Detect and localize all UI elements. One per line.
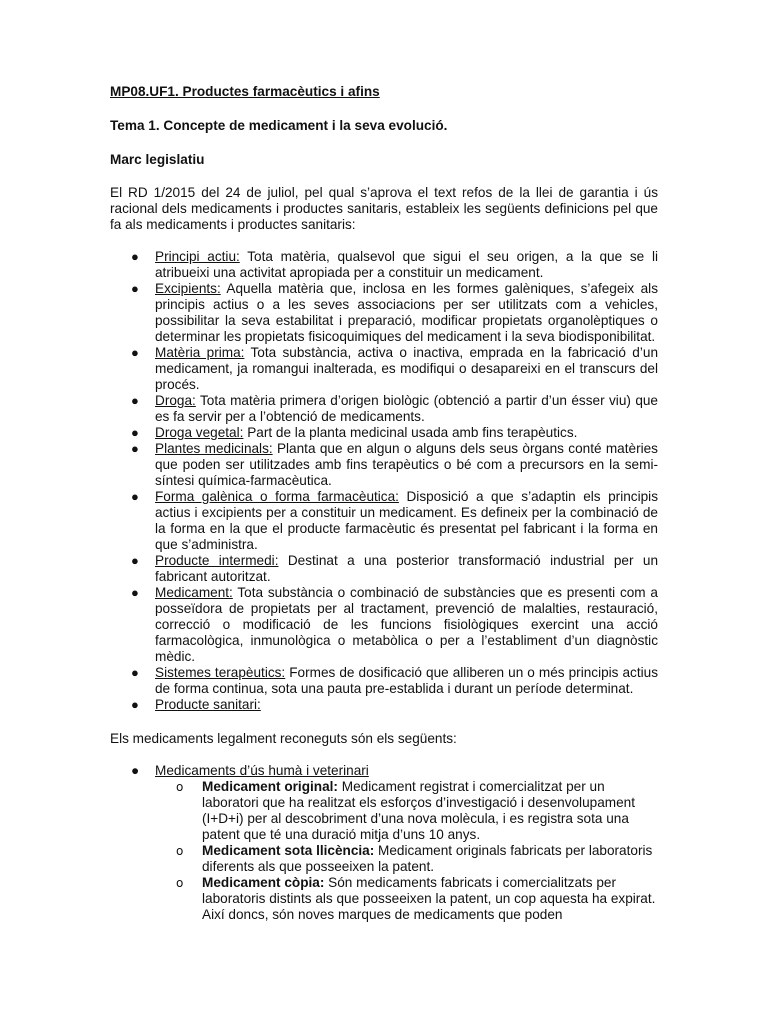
bullet-icon: ●: [131, 665, 139, 680]
bullet-icon: ●: [131, 425, 139, 440]
definition-item: [110, 249, 658, 281]
definition-text: Formes de dosificació que alliberen un o més principis actius de forma continua, sota una pauta pre-establida i durant un període determinat.: [155, 665, 659, 696]
bullet-icon: ●: [131, 345, 139, 360]
medicament-subtype-item: [155, 843, 658, 875]
intro-paragraph: El RD 1/2015 del 24 de juliol, pel qual s’aprova el text refos de la llei de garantia i ús racional dels medicaments i productes sanitaris, estableix les següents definicions pel que fa als medicaments i productes sanitaris:: [110, 185, 658, 232]
document-page: [110, 84, 658, 923]
bullet-icon: ●: [131, 585, 139, 600]
definition-term: Droga:: [155, 393, 196, 408]
definition-text: Part de la planta medicinal usada amb fins terapèutics.: [243, 425, 578, 440]
subtype-text: Medicament registrat i comercialitzat per un laboratori que ha realitzat els esforços d’investigació i desenvolupament (I+D+i) per al descobriment d’una nova molècula, i es registra sota una patent que té una duració mitja d’uns 10 anys.: [202, 779, 635, 842]
definition-item: [110, 553, 658, 585]
circle-bullet-icon: o: [176, 876, 184, 890]
bullet-icon: ●: [131, 249, 139, 264]
section-title: Marc legislatiu: [110, 152, 205, 167]
definition-text: Planta que en algun o alguns dels seus òrgans conté matèries que poden ser utilitzades amb fins terapèutics o bé com a precursors en la semi-síntesi química-farmacèutica.: [155, 441, 658, 488]
medicament-type-item: [110, 763, 658, 779]
bullet-icon: ●: [131, 393, 139, 408]
definition-term: Excipients:: [155, 281, 221, 296]
definition-term: Plantes medicinals:: [155, 441, 273, 456]
circle-bullet-icon: o: [176, 780, 184, 794]
definition-term: Sistemes terapèutics:: [155, 665, 286, 680]
medicament-subtypes-list: [110, 779, 658, 923]
subtype-term: Medicament sota llicència:: [202, 843, 375, 858]
subtype-term: Medicament còpia:: [202, 875, 325, 890]
definition-term: Producte intermedi:: [155, 553, 279, 568]
definition-text: Disposició a que s’adaptin els principis actius i excipients per a constituir un medicament. Es defineix per la combinació de la forma en la que el producte farmacèutic és presentat pel fabricant i la forma en que s’administra.: [155, 489, 658, 552]
bullet-icon: ●: [131, 763, 140, 778]
definition-item: [110, 393, 658, 425]
definition-item: [110, 665, 658, 697]
bullet-icon: ●: [131, 697, 139, 712]
definition-text: Tota matèria, qualsevol que sigui el seu origen, a la que se li atribueixi una activitat apropiada per a constituir un medicament.: [155, 249, 658, 280]
module-title: MP08.UF1. Productes farmacèutics i afins: [110, 84, 380, 99]
definition-term: Producte sanitari:: [155, 697, 261, 712]
definition-text: Aquella matèria que, inclosa en les formes galèniques, s’afegeix als principis actius o a les seves associacions per ser utilitzats com a vehicles, possibilitar la seva estabilitat i preparació, modificar propietats organolèptiques o determinar les propietats fisicoquimiques del medicament i la seva biodisponibilitat.: [155, 281, 658, 344]
bullet-icon: ●: [131, 281, 139, 296]
definition-term: Forma galènica o forma farmacèutica:: [155, 489, 399, 504]
types-intro: Els medicaments legalment reconeguts són els següents:: [110, 731, 457, 746]
medicament-type-label: Medicaments d’ús humà i veterinari: [155, 763, 369, 778]
medicament-subtype-item: [155, 875, 658, 923]
medicament-subtype-item: [155, 779, 658, 843]
bullet-icon: ●: [131, 553, 139, 568]
subtype-term: Medicament original:: [202, 779, 338, 794]
definition-item: [110, 697, 658, 713]
definition-term: Matèria prima:: [155, 345, 245, 360]
definition-term: Medicament:: [155, 585, 233, 600]
definitions-list: [110, 249, 658, 713]
bullet-icon: ●: [131, 489, 139, 504]
bullet-icon: ●: [131, 441, 139, 456]
subtype-text: Medicament originals fabricats per laboratoris diferents als que posseeixen la patent.: [202, 843, 653, 874]
definition-text: Destinat a una posterior transformació industrial per un fabricant autoritzat.: [155, 553, 659, 584]
subtype-text: Són medicaments fabricats i comercialitzats per laboratoris distints als que posseeixen la patent, un cop aquesta ha expirat. Així doncs, són noves marques de medicaments que poden: [202, 875, 656, 922]
definition-item: [110, 489, 658, 553]
definition-item: [110, 345, 658, 393]
definition-term: Droga vegetal:: [155, 425, 244, 440]
circle-bullet-icon: o: [176, 844, 184, 858]
definition-item: [110, 281, 658, 345]
medicament-types-list: [110, 763, 658, 779]
definition-term: Principi actiu:: [155, 249, 240, 264]
definition-item: [110, 585, 658, 665]
definition-text: Tota matèria primera d’origen biològic (obtenció a partir d’un ésser viu) que es fa servir per a l’obtenció de medicaments.: [155, 393, 658, 424]
definition-text: Tota substància, activa o inactiva, emprada en la fabricació d’un medicament, ja romangui inalterada, es modifiqui o desapareixi en el transcurs del procés.: [155, 345, 658, 392]
topic-title: Tema 1. Concepte de medicament i la seva evolució.: [110, 118, 448, 133]
definition-item: [110, 441, 658, 489]
definition-item: [110, 425, 658, 441]
definition-text: Tota substància o combinació de substàncies que es presenti com a posseïdora de propietats per al tractament, prevenció de malalties, restauració, correcció o modificació de les funcions fisiològiques exercint una acció farmacològica, inmunològica o metabòlica o per a l’establiment d’un diagnòstic mèdic.: [155, 585, 658, 664]
